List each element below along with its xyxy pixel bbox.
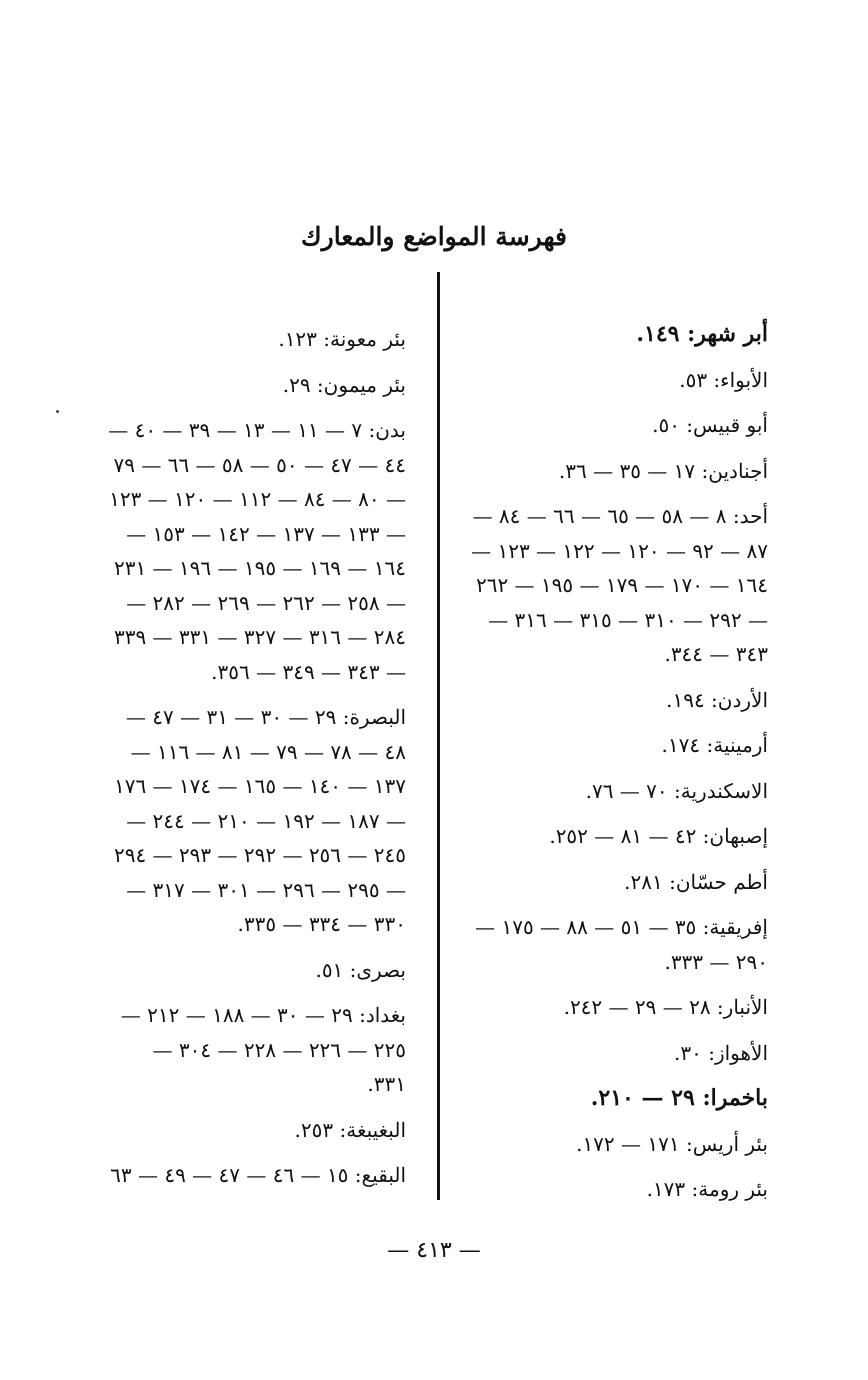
left-entry-line: ٢٢٥ — ٢٢٦ — ٢٢٨ — ٣٠٤ — xyxy=(152,1037,406,1062)
right-entry-line: باخمرا: ٢٩ — ٢١٠. xyxy=(590,1085,768,1111)
left-entry-line: ٤٤ — ٤٧ — ٥٠ — ٥٨ — ٦٦ — ٧٩ xyxy=(113,452,406,477)
right-entry-line: أحد: ٨ — ٥٨ — ٦٥ — ٦٦ — ٨٤ — xyxy=(472,504,768,528)
right-entry-line: أرمينية: ١٧٤. xyxy=(661,733,768,757)
right-entry-line: — ٢٩٢ — ٣١٠ — ٣١٥ — ٣١٦ — xyxy=(488,607,768,632)
right-entry-line: ٢٩٠ — ٣٣٣. xyxy=(664,949,768,974)
right-entry-line: بئر أريس: ١٧١ — ١٧٢. xyxy=(576,1131,768,1156)
right-entry-line: أبر شهر: ١٤٩. xyxy=(636,321,768,347)
column-divider xyxy=(437,272,440,1200)
left-entry-line: — ٢٥٨ — ٢٦٢ — ٢٦٩ — ٢٨٢ — xyxy=(126,590,406,615)
left-entry-line: بصرى: ٥١. xyxy=(315,957,406,982)
page-number: — ٤١٣ — xyxy=(387,1238,481,1263)
left-entry-line: بدن: ٧ — ١١ — ١٣ — ٣٩ — ٤٠ — xyxy=(108,418,406,442)
left-entry-line: ٣٣٠ — ٣٣٤ — ٣٣٥. xyxy=(237,912,406,936)
left-entry-line: ٢٨٤ — ٣١٦ — ٣٢٧ — ٣٣١ — ٣٣٩ xyxy=(113,625,406,649)
stray-dot xyxy=(56,410,59,413)
left-entry-line: ٣٣١. xyxy=(367,1072,406,1096)
left-entry-line: بغداد: ٢٩ — ٣٠ — ١٨٨ — ٢١٢ — xyxy=(120,1003,406,1027)
right-entry-line: الأنبار: ٢٨ — ٢٩ — ٢٤٢. xyxy=(563,995,768,1019)
left-entry-line: — ٢٩٥ — ٢٩٦ — ٣٠١ — ٣١٧ — xyxy=(126,877,406,902)
left-entry-line: بئر معونة: ١٢٣. xyxy=(278,327,406,351)
page-title: فهرسة المواضع والمعارك xyxy=(301,222,567,251)
left-entry-line: ٤٨ — ٧٨ — ٧٩ — ٨١ — ١١٦ — xyxy=(130,739,406,764)
left-entry-line: البغيبغة: ٢٥٣. xyxy=(294,1117,406,1142)
right-entry-line: الاسكندرية: ٧٠ — ٧٦. xyxy=(585,778,768,803)
right-entry-line: أجنادين: ١٧ — ٣٥ — ٣٦. xyxy=(558,458,768,483)
left-entry-line: ١٣٧ — ١٤٠ — ١٦٥ — ١٧٤ — ١٧٦ xyxy=(113,774,406,798)
left-entry-line: — ٣٤٣ — ٣٤٩ — ٣٥٦. xyxy=(211,659,406,684)
right-entry-line: ١٦٤ — ١٧٠ — ١٧٩ — ١٩٥ — ٢٦٢ xyxy=(475,573,768,597)
left-entry-line: بئر ميمون: ٢٩. xyxy=(282,372,406,397)
left-entry-line: البقيع: ١٥ — ٤٦ — ٤٧ — ٤٩ — ٦٣ xyxy=(110,1163,406,1187)
right-entry-line: الأبواء: ٥٣. xyxy=(679,367,768,392)
left-entry-line: ٢٤٥ — ٢٥٦ — ٢٩٢ — ٢٩٣ — ٢٩٤ xyxy=(113,843,406,867)
left-entry-line: — ١٣٣ — ١٣٧ — ١٤٢ — ١٥٣ — xyxy=(126,521,406,546)
left-entry-line: — ١٨٧ — ١٩٢ — ٢١٠ — ٢٤٤ — xyxy=(126,808,406,833)
right-entry-line: الأردن: ١٩٤. xyxy=(666,687,768,712)
right-entry-line: أطم حسّان: ٢٨١. xyxy=(624,869,768,894)
right-entry-line: ٣٤٣ — ٣٤٤. xyxy=(664,642,768,666)
right-entry-line: الأهواز: ٣٠. xyxy=(674,1040,768,1065)
right-entry-line: إفريقية: ٣٥ — ٥١ — ٨٨ — ١٧٥ — xyxy=(475,915,768,939)
index-column-right xyxy=(448,317,768,1207)
right-entry-line: ٨٧ — ٩٢ — ١٢٠ — ١٢٢ — ١٢٣ — xyxy=(471,538,768,563)
right-entry-line: أبو قبيس: ٥٠. xyxy=(652,413,768,437)
left-entry-line: البصرة: ٢٩ — ٣٠ — ٣١ — ٤٧ — xyxy=(125,705,406,729)
left-entry-line: ١٦٤ — ١٦٩ — ١٩٥ — ١٩٦ — ٢٣١ xyxy=(113,556,406,580)
index-column-left xyxy=(88,322,406,1193)
left-entry-line: — ٨٠ — ٨٤ — ١١٢ — ١٢٠ — ١٢٣ xyxy=(109,487,406,511)
right-entry-line: بئر رومة: ١٧٣. xyxy=(646,1177,768,1201)
right-entry-line: إصبهان: ٤٢ — ٨١ — ٢٥٢. xyxy=(549,824,768,848)
